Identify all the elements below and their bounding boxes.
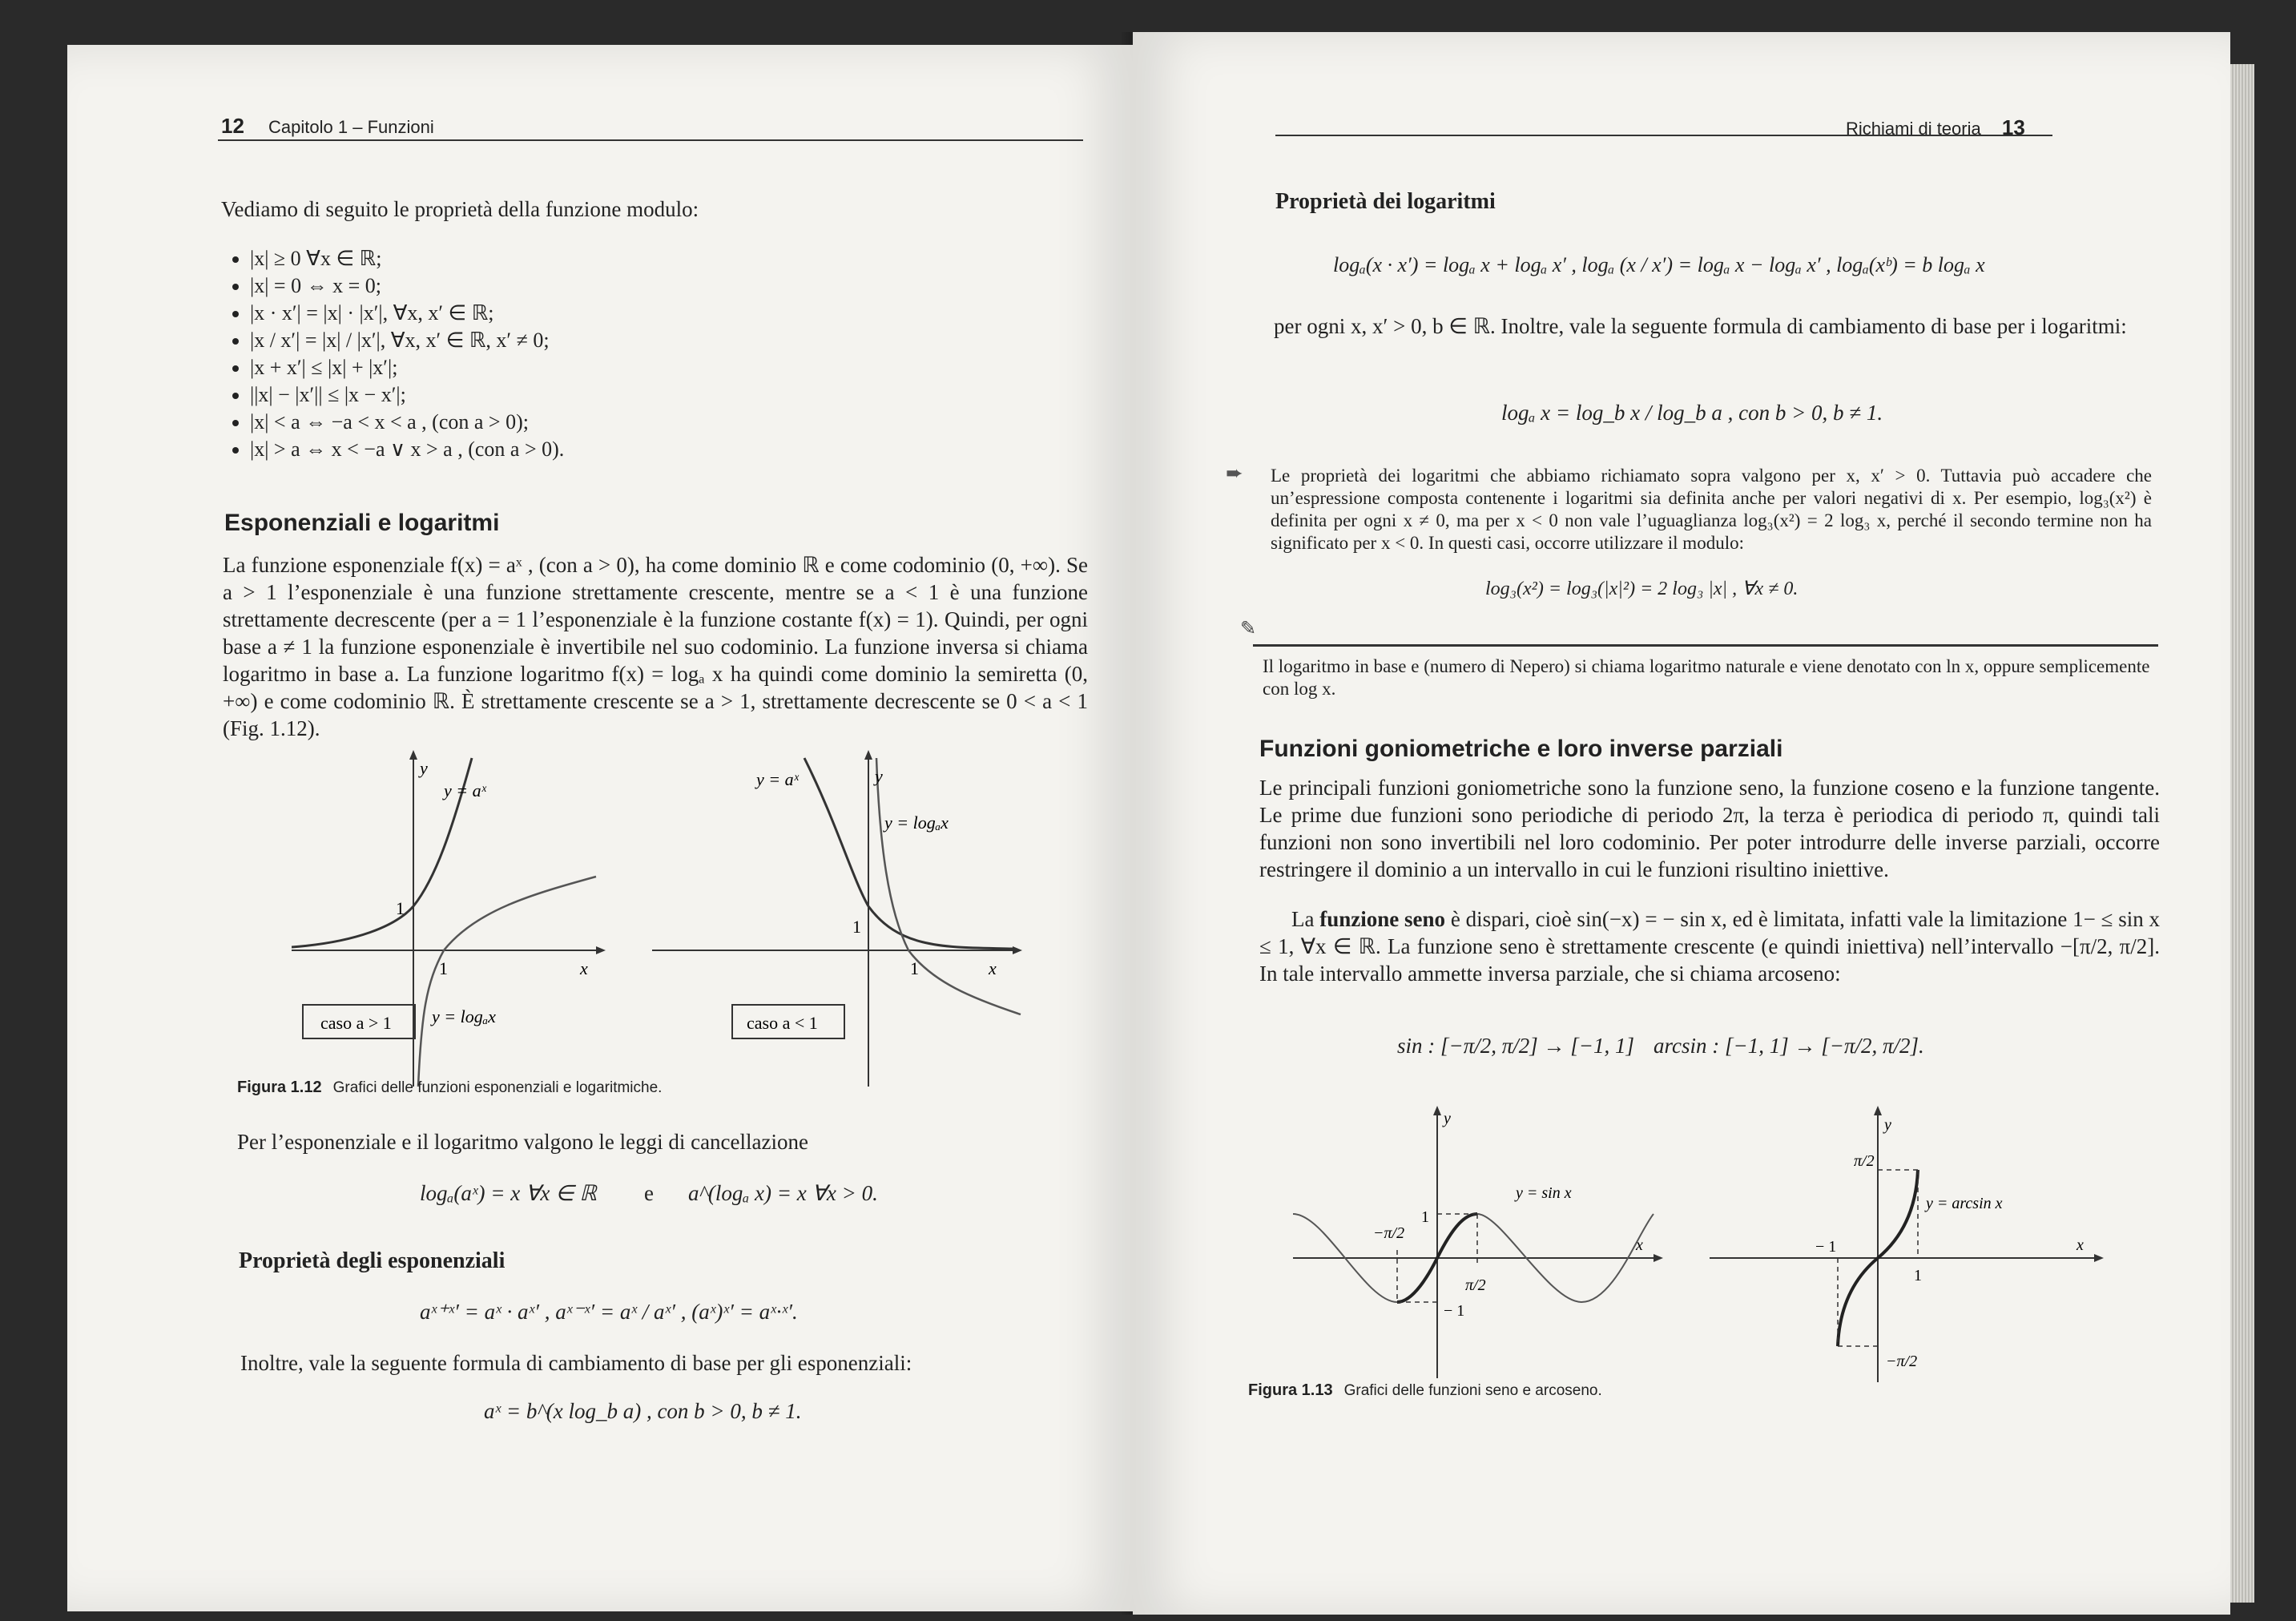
pin-icon: ✎	[1240, 619, 1257, 639]
log-change-eq: logₐ x = log_b x / log_b a , con b > 0, b ≠ 1.	[1501, 401, 1883, 425]
log-props-eq: logₐ(x · x′) = logₐ x + logₐ x′ , logₐ (x / x′) = logₐ x − logₐ x′ , logₐ(xᵇ) = b logₐ x	[1333, 253, 1985, 276]
fig13a-x-label: x	[1636, 1236, 1643, 1254]
fig13b-y-label: y	[1884, 1116, 1891, 1134]
fig12b-one-y: 1	[852, 917, 861, 937]
log-props-text: per ogni x, x′ > 0, b ∈ ℝ. Inoltre, vale la seguente formula di cambiamento di base per i logaritmi:	[1274, 314, 2127, 338]
page-number-right: 13	[2001, 115, 2025, 139]
fig12b-y-label: y	[875, 766, 883, 786]
exp-props-title: Proprietà degli esponenziali	[239, 1248, 506, 1273]
modulus-properties-list	[228, 245, 1051, 463]
fig13a-curve: y = sin x	[1516, 1184, 1572, 1202]
trig-para-2	[1259, 905, 2160, 987]
fig12a-log-label: y = logₐx	[432, 1006, 496, 1026]
fig13a-minus-half-pi: −π/2	[1373, 1224, 1405, 1242]
fig12a-case: caso a > 1	[320, 1013, 392, 1033]
change-base-intro: Inoltre, vale la seguente formula di cambiamento di base per gli esponenziali:	[240, 1351, 912, 1375]
fig13a-y-label: y	[1444, 1110, 1451, 1127]
modulus-property-item: • ||x| − |x′|| ≤ |x − x′|;	[250, 381, 1051, 409]
figure-1-13	[1293, 1106, 2134, 1394]
cancel-eq-and: e	[644, 1181, 654, 1205]
fig12a-one-y: 1	[396, 898, 405, 918]
note-eq: log₃(x²) = log₃(|x|²) = 2 log₃ |x| , ∀x ≠ 0.	[1485, 579, 1799, 599]
trig-para-2-bold: funzione seno	[1319, 907, 1446, 931]
fig12b-x-label: x	[989, 958, 997, 978]
figure-1-12	[292, 750, 1077, 1095]
chapter-title: Capitolo 1 – Funzioni	[268, 117, 434, 137]
page-header-left	[221, 114, 434, 139]
figure-label-right: Figura 1.13	[1248, 1381, 1333, 1399]
right-page	[1133, 32, 2230, 1615]
section-paragraph: La funzione esponenziale f(x) = aˣ , (con a > 0), ha come dominio ℝ e come codominio (0, +∞). Se a > 1 l’esponenziale è una funzione strettamente crescente, mentre se a < 1 è una funzione strettamente decrescente (per a = 1 l’esponenziale è la funzione costante f(x) = 1). Quindi, per ogni base a ≠ 1 la funzione esponenziale è invertibile nel suo codominio. La funzione inversa si chiama logaritmo in base a. La funzione logaritmo f(x) = logₐ x ha quindi come dominio la semiretta (0, +∞) e come codominio ℝ. È strettamente crescente se a > 1, strettamente decrescente se 0 < a < 1 (Fig. 1.12).	[223, 553, 1088, 740]
figure-label: Figura 1.12	[237, 1079, 322, 1096]
change-base-eq: aˣ = b^(x log_b a) , con b > 0, b ≠ 1.	[484, 1399, 802, 1423]
trig-para-1: Le principali funzioni goniometriche sono la funzione seno, la funzione coseno e la funzione tangente. Le prime due funzioni sono periodiche di periodo 2π, la terza è periodica di periodo π, quindi tali funzioni non sono invertibili nel loro codominio. Per poter introdurre delle inverse parziali, occorre restringere il dominio a un intervallo in cui le funzioni risultino iniettive.	[1259, 776, 2160, 881]
fig12a-one-x: 1	[439, 958, 448, 978]
trig-para-2-post: è dispari, cioè sin(−x) = − sin x, ed è limitata, infatti vale la limitazione 1− ≤ sin x ≤ 1, ∀x ∈ ℝ. La funzione seno è strettamente crescente (e quindi iniettiva) nell’intervallo −[π/2, π/2]. In tale intervallo ammette inversa parziale, che si chiama arcoseno:	[1259, 907, 2160, 986]
modulus-property-item: • |x + x′| ≤ |x| + |x′|;	[250, 354, 1051, 381]
running-title: Richiami di teoria	[1846, 119, 1981, 139]
fig13b-curve: y = arcsin x	[1926, 1195, 2003, 1212]
fig13b-minus-one: − 1	[1815, 1238, 1837, 1256]
fig12a-x-label: x	[580, 958, 588, 978]
fig13b-minus-half-pi: −π/2	[1886, 1353, 1918, 1370]
cancel-intro: Per l’esponenziale e il logaritmo valgono le leggi di cancellazione	[237, 1130, 808, 1154]
modulus-property-item: • |x| = 0 ⇔ x = 0;	[250, 272, 1051, 300]
figure-text: Grafici delle funzioni esponenziali e logaritmiche.	[332, 1079, 663, 1096]
fig12a-y-label: y	[420, 758, 428, 778]
note-text: Le proprietà dei logaritmi che abbiamo richiamato sopra valgono per x, x′ > 0. Tuttavia può accadere che un’espressione composta contenente i logaritmi sia definita anche per valori negativi di x. Per esempio, log₃(x²) è definita per ogni x ≠ 0, ma per x < 0 non vale l’uguaglianza log₃(x²) = 2 log₃ x, perché il secondo termine non ha significato per x < 0. In questi casi, occorre utilizzare il modulo:	[1271, 466, 2152, 553]
fig13b-half-pi: π/2	[1854, 1152, 1875, 1170]
natural-log-text: Il logaritmo in base e (numero di Nepero) si chiama logaritmo naturale e viene denotato con ln x, oppure semplicemente con log x.	[1263, 656, 2150, 699]
fig12b-case: caso a < 1	[747, 1013, 818, 1033]
fig12b-log-label: y = logₐx	[884, 813, 949, 833]
fig13b-x-label: x	[2076, 1236, 2084, 1254]
header-rule	[218, 139, 1083, 141]
page-number: 12	[221, 114, 244, 138]
figure-text-right: Grafici delle funzioni seno e arcoseno.	[1343, 1382, 1602, 1399]
cancel-eq-2: a^(logₐ x) = x ∀x > 0.	[688, 1181, 878, 1205]
cancel-eq-1: logₐ(aˣ) = x ∀x ∈ ℝ	[420, 1181, 597, 1205]
modulus-property-item: • |x| > a ⇔ x < −a ∨ x > a , (con a > 0).	[250, 436, 1051, 463]
log-props-title: Proprietà dei logaritmi	[1275, 189, 1496, 214]
exp-curve-a-lt-1	[804, 758, 1013, 949]
fig12a-exp-label: y = aˣ	[444, 780, 486, 800]
section-title: Esponenziali e logaritmi	[224, 510, 500, 536]
figure-1-13-caption	[1248, 1381, 1602, 1400]
left-page	[67, 45, 1133, 1611]
arcsin-eq: arcsin : [−1, 1] → [−π/2, π/2].	[1654, 1034, 1924, 1058]
fig12b-one-x: 1	[910, 958, 919, 978]
fig13a-minus-one: − 1	[1444, 1302, 1465, 1320]
page-edges	[2230, 64, 2254, 1603]
arrow-icon: ➨	[1226, 462, 1243, 485]
figure-1-12-caption	[237, 1079, 662, 1097]
fig13b-one: 1	[1914, 1267, 1922, 1284]
sin-eq: sin : [−π/2, π/2] → [−1, 1]	[1397, 1034, 1635, 1058]
fig13a-one: 1	[1421, 1208, 1429, 1226]
log-curve-a-lt-1	[876, 758, 1021, 1014]
log-curve-a-gt-1	[418, 877, 596, 1087]
exp-props-eq: aˣ⁺ˣ′ = aˣ · aˣ′ , aˣ⁻ˣ′ = aˣ / aˣ′ , (aˣ)ˣ′ = aˣ·ˣ′.	[420, 1300, 798, 1324]
modulus-property-item: • |x| < a ⇔ −a < x < a , (con a > 0);	[250, 409, 1051, 436]
note-rule	[1253, 644, 2158, 647]
page-header-right	[1846, 115, 2025, 140]
trig-para-2-pre: La	[1291, 907, 1320, 931]
intro-text: Vediamo di seguito le proprietà della funzione modulo:	[221, 197, 699, 221]
fig13a-half-pi: π/2	[1465, 1276, 1486, 1294]
modulus-property-item: • |x| ≥ 0 ∀x ∈ ℝ;	[250, 245, 1051, 272]
modulus-property-item: • |x / x′| = |x| / |x′|, ∀x, x′ ∈ ℝ, x′ ≠ 0;	[250, 327, 1051, 354]
trig-section-title: Funzioni goniometriche e loro inverse parziali	[1259, 736, 1783, 762]
fig12b-exp-label: y = aˣ	[756, 769, 799, 789]
modulus-property-item: • |x · x′| = |x| · |x′|, ∀x, x′ ∈ ℝ;	[250, 300, 1051, 327]
